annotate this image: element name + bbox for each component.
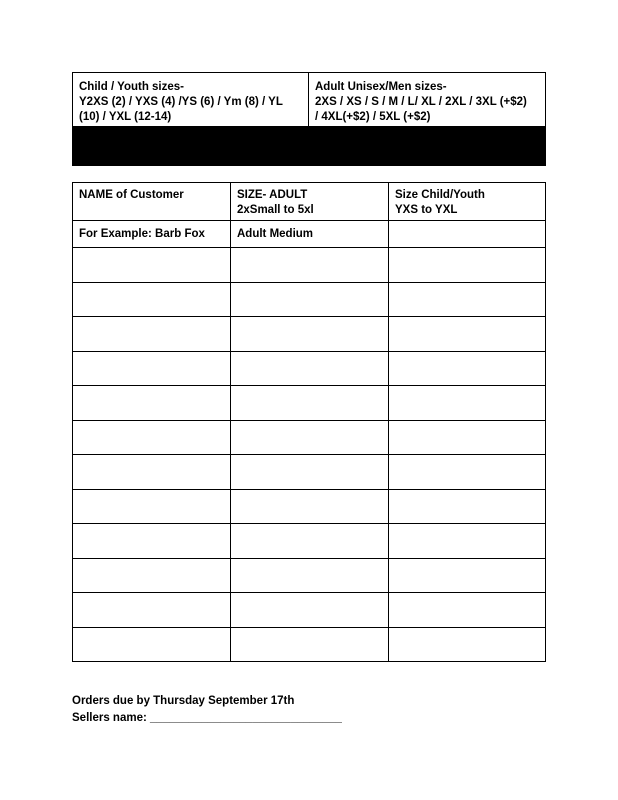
child-size-cell[interactable] [389, 282, 546, 317]
child-sizes-line: Y2XS (2) / YXS (4) /YS (6) / Ym (8) / YL [79, 96, 283, 108]
adult-sizes-cell [309, 73, 545, 126]
order-row [73, 420, 546, 455]
adult-size-cell[interactable] [231, 248, 389, 283]
child-size-cell[interactable] [389, 351, 546, 386]
customer-name-cell[interactable] [73, 317, 231, 352]
order-table [72, 182, 546, 662]
child-size-cell[interactable] [389, 489, 546, 524]
child-size-cell[interactable] [389, 524, 546, 559]
child-size-cell[interactable] [389, 593, 546, 628]
adult-size-cell[interactable] [231, 593, 389, 628]
child-size-cell[interactable] [389, 317, 546, 352]
adult-size-cell[interactable] [231, 317, 389, 352]
example-name-cell: For Example: Barb Fox [73, 221, 231, 248]
adult-size-cell[interactable] [231, 627, 389, 662]
child-size-cell[interactable] [389, 558, 546, 593]
customer-name-cell[interactable] [73, 248, 231, 283]
example-adult-cell: Adult Medium [231, 221, 389, 248]
child-size-cell[interactable] [389, 248, 546, 283]
order-row [73, 455, 546, 490]
customer-name-cell[interactable] [73, 282, 231, 317]
size-chart-row [73, 73, 545, 127]
order-row [73, 524, 546, 559]
adult-size-cell[interactable] [231, 282, 389, 317]
customer-name-cell[interactable] [73, 420, 231, 455]
order-row [73, 386, 546, 421]
adult-size-cell[interactable] [231, 558, 389, 593]
adult-size-cell[interactable] [231, 351, 389, 386]
footer [72, 693, 342, 727]
header-adult-size: SIZE- ADULT 2xSmall to 5xl [231, 183, 389, 221]
adult-size-cell[interactable] [231, 489, 389, 524]
customer-name-cell[interactable] [73, 593, 231, 628]
order-table-header-row [73, 183, 546, 221]
adult-size-cell[interactable] [231, 420, 389, 455]
order-row [73, 317, 546, 352]
child-sizes-cell [73, 73, 309, 126]
example-child-cell [389, 221, 546, 248]
adult-size-cell[interactable] [231, 524, 389, 559]
header-customer-name: NAME of Customer [73, 183, 231, 221]
orders-due-text: Orders due by Thursday September 17th [72, 695, 295, 707]
adult-size-cell[interactable] [231, 386, 389, 421]
adult-sizes-line: / 4XL(+$2) / 5XL (+$2) [315, 111, 431, 123]
adult-sizes-line: 2XS / XS / S / M / L/ XL / 2XL / 3XL (+$2) [315, 96, 527, 108]
order-row [73, 351, 546, 386]
customer-name-cell[interactable] [73, 351, 231, 386]
adult-sizes-heading: Adult Unisex/Men sizes- [315, 81, 447, 93]
customer-name-cell[interactable] [73, 524, 231, 559]
order-row [73, 627, 546, 662]
size-chart-table [72, 72, 546, 166]
child-size-cell[interactable] [389, 386, 546, 421]
order-row [73, 248, 546, 283]
customer-name-cell[interactable] [73, 489, 231, 524]
header-child-size: Size Child/Youth YXS to YXL [389, 183, 546, 221]
order-row [73, 593, 546, 628]
order-row [73, 489, 546, 524]
child-sizes-heading: Child / Youth sizes- [79, 81, 184, 93]
order-row [73, 558, 546, 593]
example-row [73, 221, 546, 248]
customer-name-cell[interactable] [73, 455, 231, 490]
customer-name-cell[interactable] [73, 386, 231, 421]
child-size-cell[interactable] [389, 420, 546, 455]
child-size-cell[interactable] [389, 455, 546, 490]
adult-size-cell[interactable] [231, 455, 389, 490]
redacted-band [73, 127, 545, 165]
customer-name-cell[interactable] [73, 558, 231, 593]
sellers-name-field[interactable]: Sellers name: ______________________________ [72, 712, 342, 724]
order-row [73, 282, 546, 317]
child-sizes-line: (10) / YXL (12-14) [79, 111, 172, 123]
customer-name-cell[interactable] [73, 627, 231, 662]
child-size-cell[interactable] [389, 627, 546, 662]
